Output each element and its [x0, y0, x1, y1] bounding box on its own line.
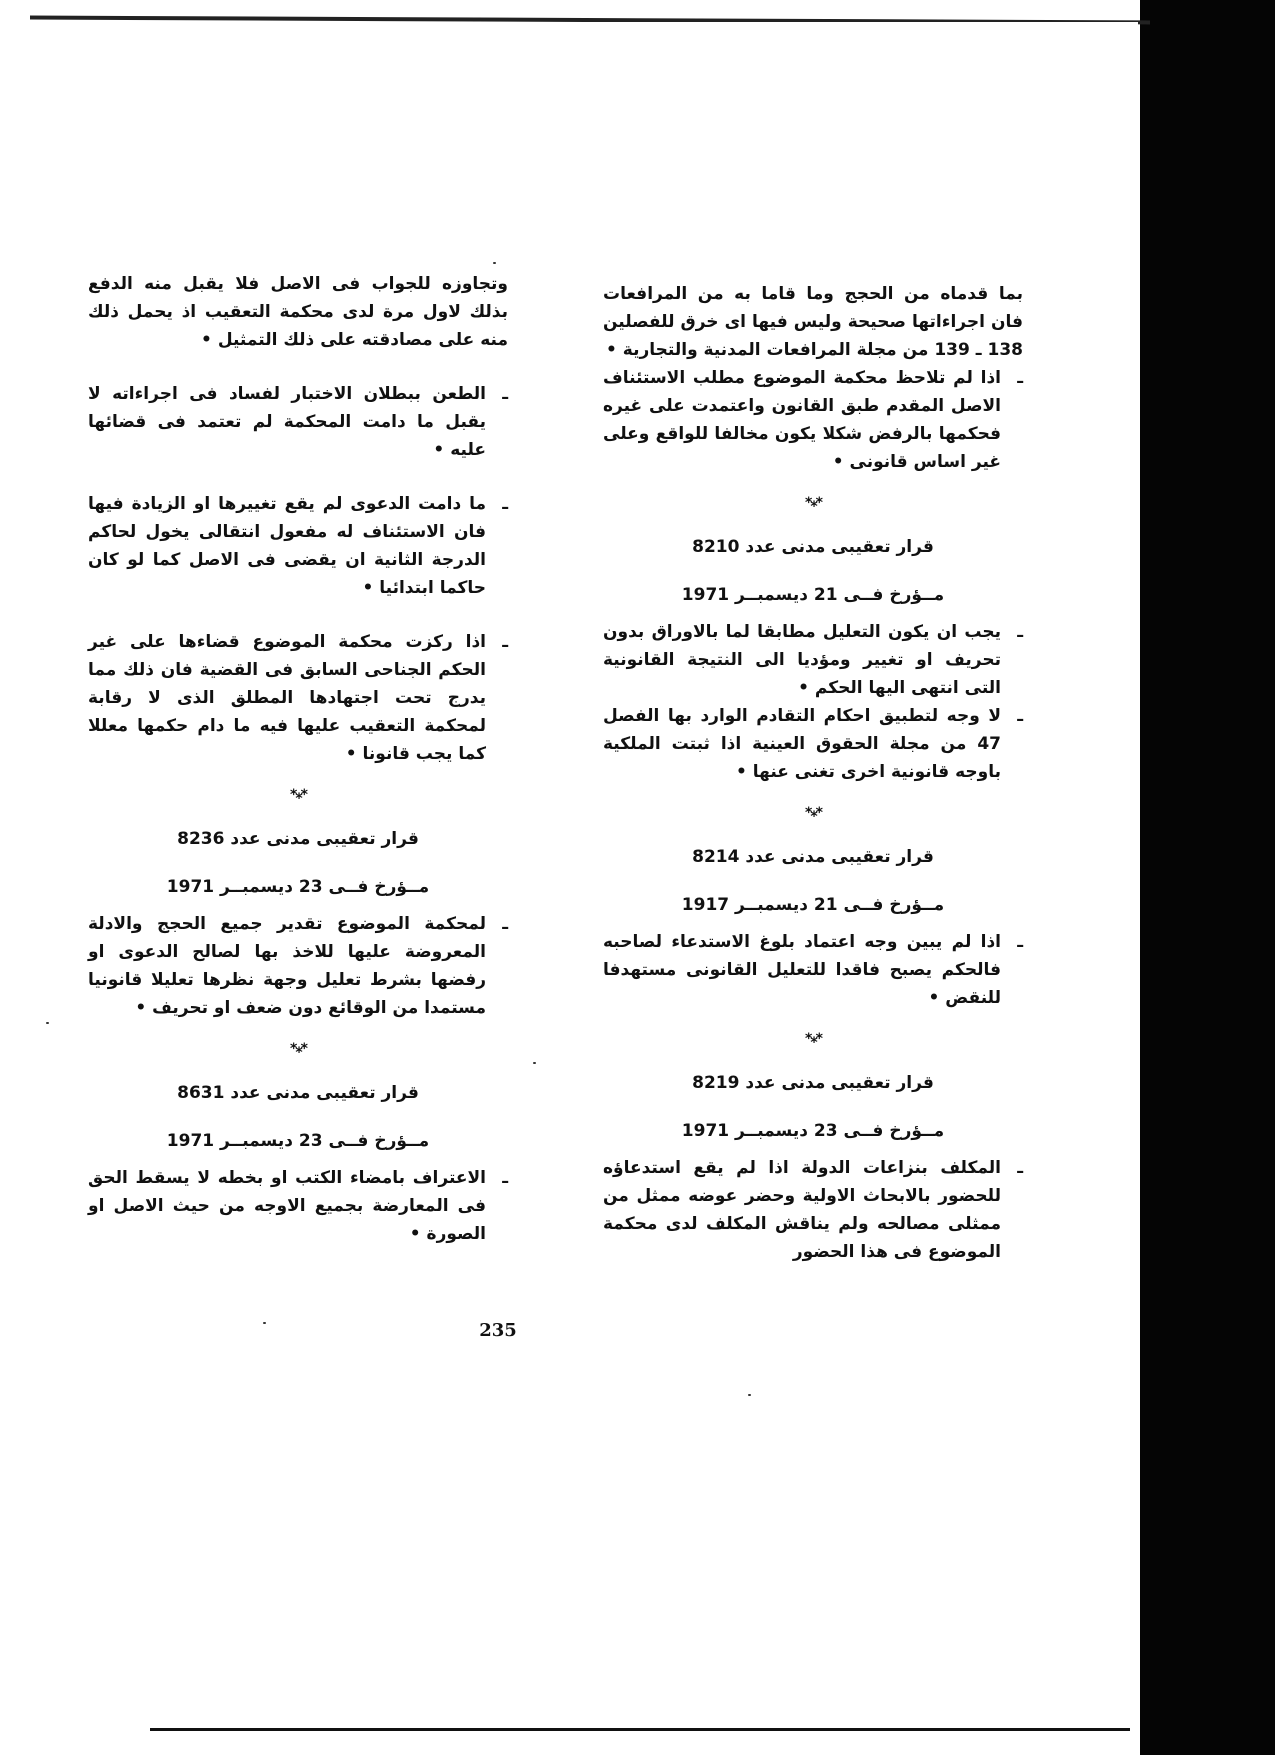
- right-bullet-item: [603, 364, 1023, 476]
- bullet-text: اذا لم يبين وجه اعتماد بلوغ الاستدعاء لصاحبه فالحكم يصبح فاقدا للتعليل القانونى مستهدفا للنقض •: [603, 932, 1001, 1008]
- decision-date: مــؤرخ فــى 23 ديسمبــر 1971: [681, 1121, 945, 1141]
- bullet-dash: ـ: [502, 632, 508, 652]
- decision-title: قرار تعقيبى مدنى عدد 8219: [692, 1073, 934, 1093]
- scan-speck: [46, 1022, 49, 1024]
- right-column: [603, 280, 1023, 1266]
- section-stars-divider: *⁎*: [805, 1031, 821, 1047]
- bullet-dash: ـ: [1017, 622, 1023, 642]
- decision-date: مــؤرخ فــى 21 ديسمبــر 1917: [681, 895, 945, 915]
- section-stars-divider: *⁎*: [805, 805, 821, 821]
- decision-date: مــؤرخ فــى 23 ديسمبــر 1971: [166, 877, 430, 897]
- page-number: 235: [479, 1320, 517, 1341]
- paragraph-gap: [88, 602, 508, 628]
- decision-bullet: [88, 1164, 508, 1248]
- decision-bullet: [603, 702, 1023, 786]
- section-stars-divider: *⁎*: [290, 787, 306, 803]
- decision-date: مــؤرخ فــى 21 ديسمبــر 1971: [681, 585, 945, 605]
- decision-bullet: [88, 910, 508, 1022]
- bullet-dash: ـ: [502, 384, 508, 404]
- decision-bullet: [603, 618, 1023, 702]
- left-bullet-item: [88, 628, 508, 768]
- scan-border: [1140, 0, 1275, 1755]
- scan-bottom-edge: [150, 1728, 1130, 1731]
- bullet-text: لمحكمة الموضوع تقدير جميع الحجج والادلة المعروضة عليها للاخذ بها لصالح الدعوى او رفضها بشرط تعليل وجهة نظرها تعليلا قانونيا مستمدا من الوقائع دون ضعف او تحريف •: [88, 914, 486, 1018]
- left-bullet-item: [88, 380, 508, 464]
- decision-bullet: [603, 928, 1023, 1012]
- document-page: [38, 22, 1138, 1727]
- scan-speck: [493, 262, 496, 264]
- decision-title: قرار تعقيبى مدنى عدد 8210: [692, 537, 934, 557]
- bullet-dash: ـ: [1017, 706, 1023, 726]
- section-stars-divider: *⁎*: [290, 1041, 306, 1057]
- right-intro-paragraph: بما قدماه من الحجج وما قاما به من المرافعات فان اجراءاتها صحيحة وليس فيها اى خرق للفصلين 138 ـ 139 من مجلة المرافعات المدنية والتجارية •: [603, 284, 1023, 360]
- section-stars-divider: *⁎*: [805, 495, 821, 511]
- paragraph-gap: [88, 464, 508, 490]
- bullet-text: الاعتراف بامضاء الكتب او بخطه لا يسقط الحق فى المعارضة بجميع الاوجه من حيث الاصل او الصورة •: [88, 1168, 486, 1244]
- left-intro-paragraph: وتجاوزه للجواب فى الاصل فلا يقبل منه الدفع بذلك لاول مرة لدى محكمة التعقيب اذ يحمل ذلك منه على مصادقته على ذلك التمثيل •: [88, 274, 508, 350]
- left-bullet-item: [88, 490, 508, 602]
- left-column: [88, 270, 508, 1248]
- scan-speck: [263, 1322, 266, 1324]
- bullet-text: يجب ان يكون التعليل مطابقا لما بالاوراق بدون تحريف او تغيير ومؤديا الى النتيجة القانونية التى انتهى اليها الحكم •: [603, 622, 1001, 698]
- bullet-text: لا وجه لتطبيق احكام التقادم الوارد بها الفصل 47 من مجلة الحقوق العينية اذا ثبتت الملكية باوجه قانونية اخرى تغنى عنها •: [603, 706, 1001, 782]
- decision-date: مــؤرخ فــى 23 ديسمبــر 1971: [166, 1131, 430, 1151]
- bullet-dash: ـ: [1017, 1158, 1023, 1178]
- decision-title: قرار تعقيبى مدنى عدد 8214: [692, 847, 934, 867]
- bullet-dash: ـ: [1017, 368, 1023, 388]
- decision-title: قرار تعقيبى مدنى عدد 8631: [177, 1083, 419, 1103]
- decision-title: قرار تعقيبى مدنى عدد 8236: [177, 829, 419, 849]
- paragraph-gap: [88, 354, 508, 380]
- bullet-dash: ـ: [502, 494, 508, 514]
- bullet-dash: ـ: [502, 914, 508, 934]
- bullet-text: الطعن ببطلان الاختبار لفساد فى اجراءاته لا يقبل ما دامت المحكمة لم تعتمد فى قضائها عليه •: [88, 384, 486, 460]
- bullet-text: المكلف بنزاعات الدولة اذا لم يقع استدعاؤه للحضور بالابحاث الاولية وحضر عوضه ممثل من ممثلى مصالحه ولم يناقش المكلف لدى محكمة الموضوع فى هذا الحضور: [603, 1158, 1001, 1262]
- bullet-dash: ـ: [1017, 932, 1023, 952]
- bullet-text: ما دامت الدعوى لم يقع تغييرها او الزيادة فيها فان الاستئناف له مفعول انتقالى يخول لحاكم الدرجة الثانية ان يقضى فى الاصل كما لو كان حاكما ابتدائيا •: [88, 494, 486, 598]
- bullet-text: اذا لم تلاحظ محكمة الموضوع مطلب الاستئناف الاصل المقدم طبق القانون واعتمدت على غيره فحكمها بالرفض شكلا يكون مخالفا للواقع وعلى غير اساس قانونى •: [603, 368, 1001, 472]
- bullet-dash: ـ: [502, 1168, 508, 1188]
- decision-bullet: [603, 1154, 1023, 1266]
- bullet-text: اذا ركزت محكمة الموضوع قضاءها على غير الحكم الجناحى السابق فى القضية فان ذلك مما يدرج تحت اجتهادها المطلق الذى لا رقابة لمحكمة التعقيب عليها فيه ما دام حكمها معللا كما يجب قانونا •: [88, 632, 486, 764]
- scan-speck: [533, 1062, 536, 1064]
- scan-speck: [748, 1394, 751, 1396]
